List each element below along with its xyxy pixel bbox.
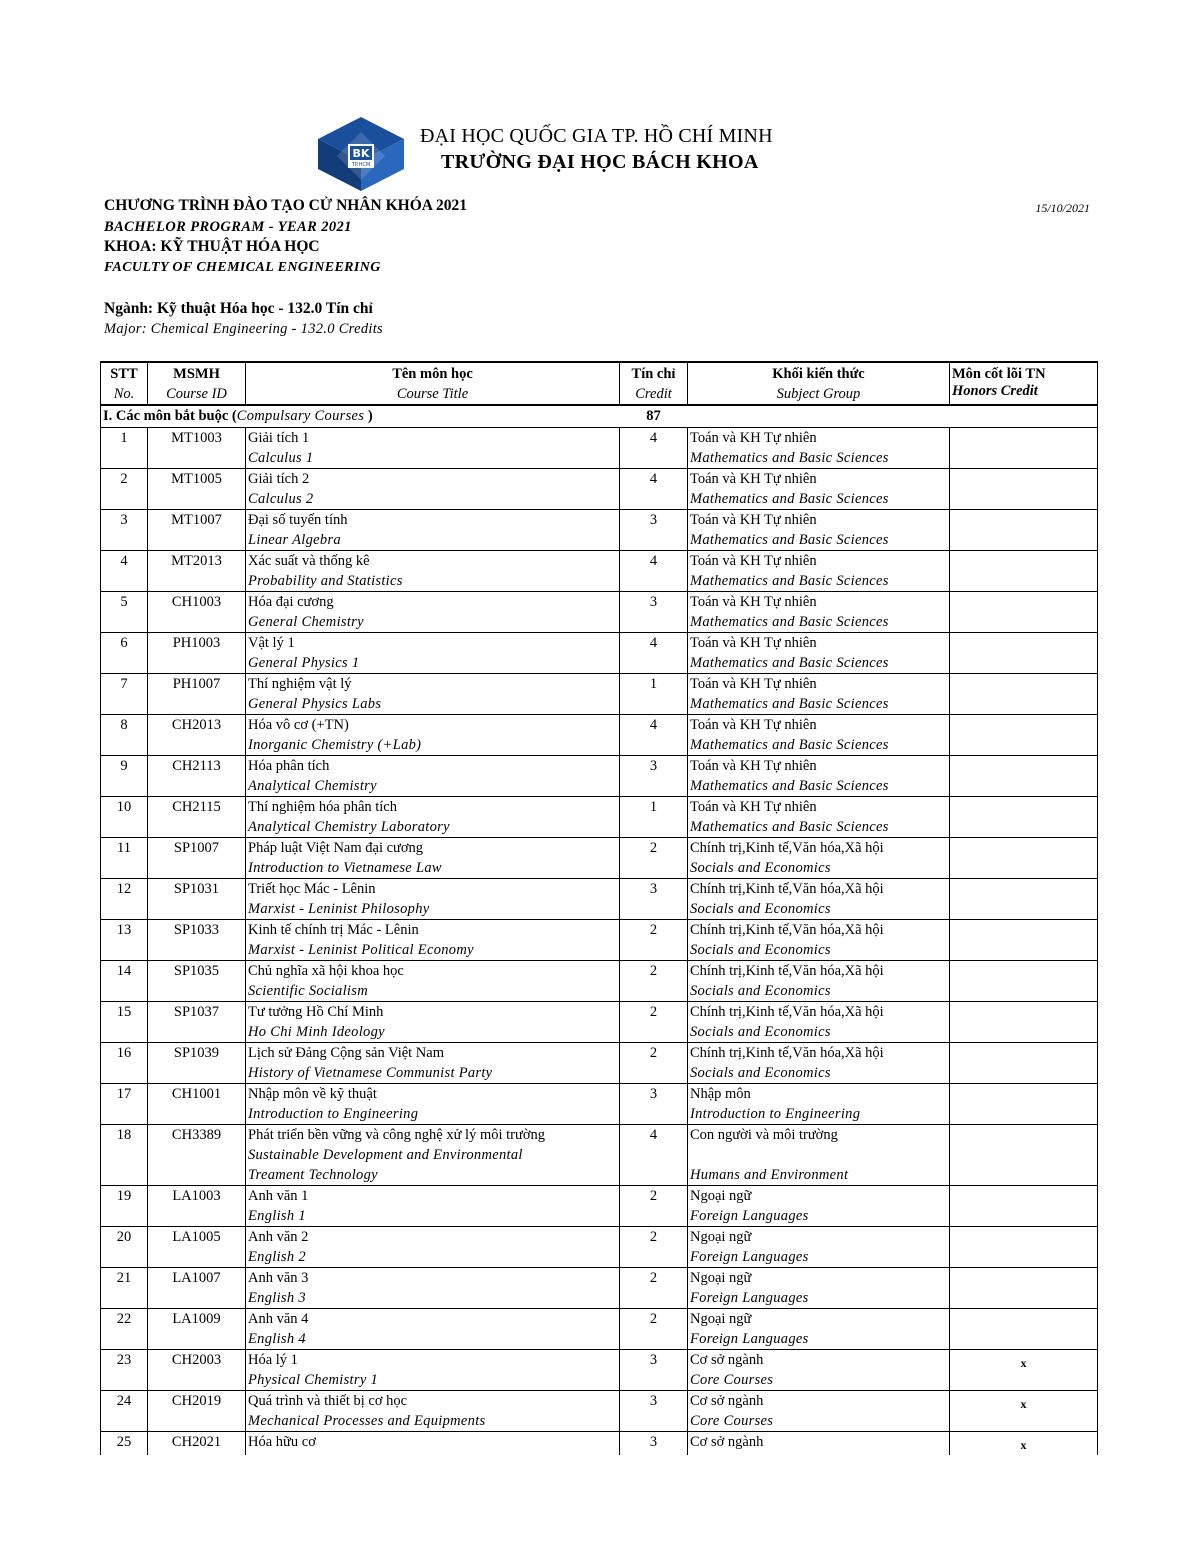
course-credit: 4	[620, 551, 688, 592]
course-subject-group: Cơ sở ngành Core Courses	[688, 1391, 950, 1432]
course-id: CH1001	[148, 1084, 246, 1125]
table-row	[101, 1227, 1098, 1268]
course-subject-group: Chính trị,Kinh tế,Văn hóa,Xã hội Socials and Economics	[688, 1002, 950, 1043]
table-row	[101, 1186, 1098, 1227]
course-honors	[950, 592, 1098, 633]
course-no: 10	[101, 797, 148, 838]
course-no: 14	[101, 961, 148, 1002]
course-credit: 3	[620, 1432, 688, 1456]
course-title: Hóa phân tích Analytical Chemistry	[246, 756, 620, 797]
table-row	[101, 1043, 1098, 1084]
course-credit: 3	[620, 1391, 688, 1432]
course-no: 23	[101, 1350, 148, 1391]
course-id: CH1003	[148, 592, 246, 633]
major-vi: Ngành: Kỹ thuật Hóa học - 132.0 Tín chỉ	[104, 300, 373, 317]
course-id: SP1007	[148, 838, 246, 879]
course-title: Triết học Mác - Lênin Marxist - Leninist Philosophy	[246, 879, 620, 920]
table-row	[101, 961, 1098, 1002]
table-row	[101, 1350, 1098, 1391]
course-honors	[950, 510, 1098, 551]
table-row	[101, 510, 1098, 551]
course-id: LA1005	[148, 1227, 246, 1268]
svg-text:TP.HCM: TP.HCM	[351, 162, 371, 168]
course-no: 7	[101, 674, 148, 715]
table-row	[101, 1125, 1098, 1186]
course-no: 19	[101, 1186, 148, 1227]
course-no: 8	[101, 715, 148, 756]
course-credit: 2	[620, 961, 688, 1002]
table-row	[101, 674, 1098, 715]
course-honors	[950, 1186, 1098, 1227]
table-row	[101, 838, 1098, 879]
course-honors	[950, 961, 1098, 1002]
course-id: SP1031	[148, 879, 246, 920]
course-id: CH3389	[148, 1125, 246, 1186]
course-no: 2	[101, 469, 148, 510]
course-credit: 3	[620, 756, 688, 797]
course-no: 22	[101, 1309, 148, 1350]
course-credit: 2	[620, 1002, 688, 1043]
course-honors	[950, 1309, 1098, 1350]
table-row	[101, 797, 1098, 838]
course-title: Vật lý 1 General Physics 1	[246, 633, 620, 674]
course-id: SP1037	[148, 1002, 246, 1043]
course-credit: 3	[620, 879, 688, 920]
course-no: 21	[101, 1268, 148, 1309]
column-header-honors: Môn cốt lõi TN Honors Credit	[950, 362, 1098, 405]
course-no: 6	[101, 633, 148, 674]
table-row	[101, 1084, 1098, 1125]
course-subject-group: Toán và KH Tự nhiên Mathematics and Basic Sciences	[688, 551, 950, 592]
course-subject-group: Toán và KH Tự nhiên Mathematics and Basic Sciences	[688, 797, 950, 838]
course-id: CH2003	[148, 1350, 246, 1391]
column-header-no: STT No.	[101, 362, 148, 405]
course-subject-group: Toán và KH Tự nhiên Mathematics and Basic Sciences	[688, 633, 950, 674]
course-title: Hóa vô cơ (+TN) Inorganic Chemistry (+Lab)	[246, 715, 620, 756]
course-title: Lịch sử Đảng Cộng sản Việt Nam History of Vietnamese Communist Party	[246, 1043, 620, 1084]
course-credit: 1	[620, 674, 688, 715]
course-id: MT1003	[148, 428, 246, 469]
table-row	[101, 1432, 1098, 1456]
course-honors	[950, 756, 1098, 797]
course-honors	[950, 1084, 1098, 1125]
course-honors	[950, 633, 1098, 674]
course-id: CH2019	[148, 1391, 246, 1432]
course-credit: 2	[620, 1227, 688, 1268]
course-title: Giải tích 1 Calculus 1	[246, 428, 620, 469]
course-title: Anh văn 1 English 1	[246, 1186, 620, 1227]
section-title: I. Các môn bắt buộc (Compulsary Courses )	[101, 405, 620, 428]
course-no: 18	[101, 1125, 148, 1186]
course-subject-group: Ngoại ngữ Foreign Languages	[688, 1309, 950, 1350]
course-title: Phát triển bền vững và công nghệ xử lý môi trường Sustainable Development and Environmental Treament Technology	[246, 1125, 620, 1186]
course-subject-group: Ngoại ngữ Foreign Languages	[688, 1227, 950, 1268]
course-id: MT1007	[148, 510, 246, 551]
course-subject-group: Cơ sở ngành Core Courses	[688, 1350, 950, 1391]
column-header-course-title: Tên môn học Course Title	[246, 362, 620, 405]
course-title: Thí nghiệm vật lý General Physics Labs	[246, 674, 620, 715]
course-id: PH1003	[148, 633, 246, 674]
course-honors: x	[950, 1391, 1098, 1432]
course-subject-group: Chính trị,Kinh tế,Văn hóa,Xã hội Socials and Economics	[688, 1043, 950, 1084]
course-title: Hóa lý 1 Physical Chemistry 1	[246, 1350, 620, 1391]
course-id: SP1035	[148, 961, 246, 1002]
course-id: LA1007	[148, 1268, 246, 1309]
course-no: 20	[101, 1227, 148, 1268]
table-row	[101, 551, 1098, 592]
section-row	[101, 405, 1098, 428]
course-honors	[950, 1125, 1098, 1186]
course-no: 24	[101, 1391, 148, 1432]
course-credit: 3	[620, 1084, 688, 1125]
course-no: 12	[101, 879, 148, 920]
course-credit: 2	[620, 1043, 688, 1084]
course-no: 25	[101, 1432, 148, 1456]
table-row	[101, 879, 1098, 920]
course-no: 16	[101, 1043, 148, 1084]
course-credit: 1	[620, 797, 688, 838]
course-honors	[950, 1227, 1098, 1268]
course-title: Tư tưởng Hồ Chí Minh Ho Chi Minh Ideology	[246, 1002, 620, 1043]
course-title: Hóa hữu cơ	[246, 1432, 620, 1456]
course-title: Giải tích 2 Calculus 2	[246, 469, 620, 510]
table-row	[101, 428, 1098, 469]
major-en: Major: Chemical Engineering - 132.0 Credits	[104, 321, 383, 337]
course-no: 9	[101, 756, 148, 797]
course-credit: 3	[620, 510, 688, 551]
course-honors	[950, 920, 1098, 961]
course-honors	[950, 1002, 1098, 1043]
faculty-en: FACULTY OF CHEMICAL ENGINEERING	[104, 260, 381, 275]
course-credit: 2	[620, 1268, 688, 1309]
course-honors	[950, 428, 1098, 469]
course-title: Nhập môn về kỹ thuật Introduction to Engineering	[246, 1084, 620, 1125]
course-no: 11	[101, 838, 148, 879]
school-name: TRƯỜNG ĐẠI HỌC BÁCH KHOA	[441, 151, 759, 173]
course-honors	[950, 674, 1098, 715]
course-subject-group: Toán và KH Tự nhiên Mathematics and Basic Sciences	[688, 428, 950, 469]
course-title: Xác suất và thống kê Probability and Statistics	[246, 551, 620, 592]
column-header-credit: Tín chỉ Credit	[620, 362, 688, 405]
program-title-en: BACHELOR PROGRAM - YEAR 2021	[104, 219, 352, 235]
course-credit: 4	[620, 469, 688, 510]
course-id: CH2021	[148, 1432, 246, 1456]
course-title: Chủ nghĩa xã hội khoa học Scientific Socialism	[246, 961, 620, 1002]
column-header-course-id: MSMH Course ID	[148, 362, 246, 405]
course-id: CH2013	[148, 715, 246, 756]
course-title: Quá trình và thiết bị cơ học Mechanical Processes and Equipments	[246, 1391, 620, 1432]
faculty-vi: KHOA: KỸ THUẬT HÓA HỌC	[104, 238, 320, 255]
course-title: Hóa đại cương General Chemistry	[246, 592, 620, 633]
course-title: Thí nghiệm hóa phân tích Analytical Chemistry Laboratory	[246, 797, 620, 838]
university-logo	[318, 117, 404, 191]
course-honors	[950, 879, 1098, 920]
course-credit: 2	[620, 1186, 688, 1227]
course-subject-group: Chính trị,Kinh tế,Văn hóa,Xã hội Socials and Economics	[688, 879, 950, 920]
course-honors	[950, 715, 1098, 756]
course-title: Anh văn 3 English 3	[246, 1268, 620, 1309]
course-no: 3	[101, 510, 148, 551]
course-id: PH1007	[148, 674, 246, 715]
course-subject-group: Toán và KH Tự nhiên Mathematics and Basic Sciences	[688, 674, 950, 715]
course-honors: x	[950, 1432, 1098, 1456]
course-credit: 4	[620, 428, 688, 469]
university-name: ĐẠI HỌC QUỐC GIA TP. HỒ CHÍ MINH	[420, 125, 773, 147]
course-no: 17	[101, 1084, 148, 1125]
course-no: 5	[101, 592, 148, 633]
course-credit: 3	[620, 592, 688, 633]
course-id: CH2115	[148, 797, 246, 838]
course-title: Anh văn 2 English 2	[246, 1227, 620, 1268]
column-header-subject-group: Khối kiến thức Subject Group	[688, 362, 950, 405]
course-id: MT1005	[148, 469, 246, 510]
course-no: 1	[101, 428, 148, 469]
program-title-vi: CHƯƠNG TRÌNH ĐÀO TẠO CỬ NHÂN KHÓA 2021	[104, 197, 467, 214]
course-title: Pháp luật Việt Nam đại cương Introduction to Vietnamese Law	[246, 838, 620, 879]
course-subject-group: Chính trị,Kinh tế,Văn hóa,Xã hội Socials and Economics	[688, 838, 950, 879]
course-credit: 2	[620, 838, 688, 879]
course-no: 4	[101, 551, 148, 592]
course-subject-group: Con người và môi trường Humans and Environment	[688, 1125, 950, 1186]
table-row	[101, 633, 1098, 674]
table-row	[101, 715, 1098, 756]
course-subject-group: Toán và KH Tự nhiên Mathematics and Basic Sciences	[688, 756, 950, 797]
table-row	[101, 756, 1098, 797]
course-id: SP1039	[148, 1043, 246, 1084]
table-row	[101, 1391, 1098, 1432]
course-subject-group: Ngoại ngữ Foreign Languages	[688, 1268, 950, 1309]
course-credit: 3	[620, 1350, 688, 1391]
course-subject-group: Nhập môn Introduction to Engineering	[688, 1084, 950, 1125]
table-row	[101, 1268, 1098, 1309]
table-header-row	[101, 362, 1098, 405]
course-table	[100, 361, 1098, 1455]
course-subject-group: Toán và KH Tự nhiên Mathematics and Basic Sciences	[688, 592, 950, 633]
course-honors	[950, 469, 1098, 510]
course-id: LA1009	[148, 1309, 246, 1350]
course-title: Đại số tuyến tính Linear Algebra	[246, 510, 620, 551]
course-subject-group: Chính trị,Kinh tế,Văn hóa,Xã hội Socials and Economics	[688, 961, 950, 1002]
course-subject-group: Chính trị,Kinh tế,Văn hóa,Xã hội Socials and Economics	[688, 920, 950, 961]
course-subject-group: Toán và KH Tự nhiên Mathematics and Basic Sciences	[688, 715, 950, 756]
course-honors	[950, 838, 1098, 879]
course-credit: 2	[620, 1309, 688, 1350]
course-credit: 4	[620, 1125, 688, 1186]
course-honors	[950, 551, 1098, 592]
course-id: CH2113	[148, 756, 246, 797]
table-row	[101, 592, 1098, 633]
course-id: SP1033	[148, 920, 246, 961]
course-credit: 2	[620, 920, 688, 961]
course-id: LA1003	[148, 1186, 246, 1227]
section-credits: 87	[620, 405, 688, 428]
course-no: 15	[101, 1002, 148, 1043]
course-credit: 4	[620, 715, 688, 756]
course-no: 13	[101, 920, 148, 961]
table-row	[101, 1309, 1098, 1350]
table-row	[101, 1002, 1098, 1043]
course-honors	[950, 797, 1098, 838]
course-honors	[950, 1043, 1098, 1084]
table-row	[101, 469, 1098, 510]
course-credit: 4	[620, 633, 688, 674]
document-date: 15/10/2021	[1035, 201, 1090, 215]
course-honors: x	[950, 1350, 1098, 1391]
course-title: Kinh tế chính trị Mác - Lênin Marxist - Leninist Political Economy	[246, 920, 620, 961]
course-title: Anh văn 4 English 4	[246, 1309, 620, 1350]
course-id: MT2013	[148, 551, 246, 592]
course-subject-group: Ngoại ngữ Foreign Languages	[688, 1186, 950, 1227]
course-subject-group: Toán và KH Tự nhiên Mathematics and Basic Sciences	[688, 510, 950, 551]
table-row	[101, 920, 1098, 961]
course-honors	[950, 1268, 1098, 1309]
course-subject-group: Toán và KH Tự nhiên Mathematics and Basic Sciences	[688, 469, 950, 510]
course-subject-group: Cơ sở ngành	[688, 1432, 950, 1456]
svg-text:BK: BK	[352, 147, 370, 160]
